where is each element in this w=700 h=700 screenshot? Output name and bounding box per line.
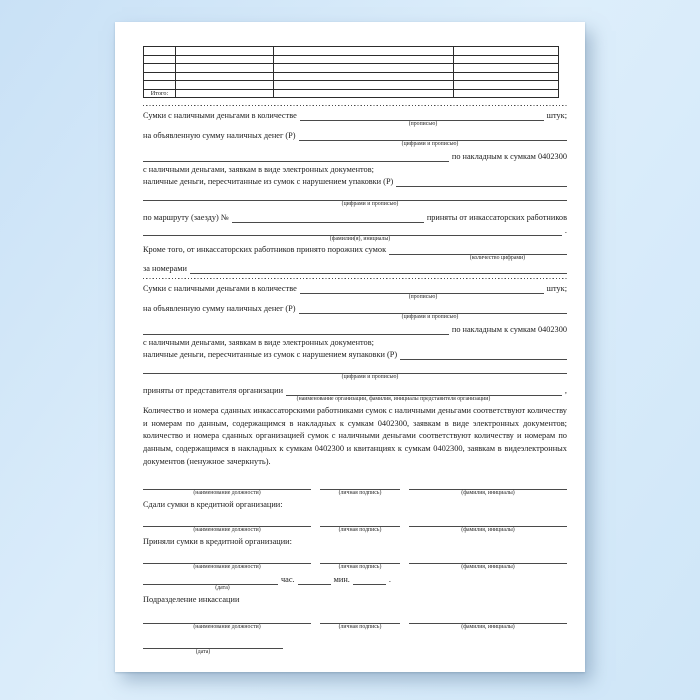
table-cell (454, 64, 559, 73)
spacer (143, 236, 233, 243)
spacer (143, 374, 243, 381)
line-text: наличные деньги, пересчитанные из сумок с нарушением упаковки (Р) (143, 177, 394, 186)
table-cell (176, 64, 274, 73)
signature-labels (143, 489, 567, 497)
table-row (144, 55, 559, 64)
hint-familiya: (фамилия, инициалы) (461, 526, 515, 533)
line-text: мин. (333, 574, 350, 584)
line-sdali (143, 499, 567, 510)
blank-line (143, 192, 567, 201)
line-edocs (143, 164, 567, 175)
table-cell (176, 72, 274, 81)
line-text: Сумки с наличными деньгами в количестве (143, 284, 297, 293)
hint-dolzhnost: (наименование должности) (193, 526, 261, 533)
table-cell (454, 81, 559, 90)
line-text: приняты от инкассаторских работников (426, 213, 567, 222)
hint-kolichestvo-ciframi: (количество цифрами) (469, 255, 526, 261)
blank-line (143, 326, 449, 335)
table-cell (454, 55, 559, 64)
line-text: Подразделение инкассации (143, 594, 240, 604)
dotted-separator (143, 105, 567, 106)
blank-line (232, 214, 424, 223)
hint-row (143, 314, 567, 321)
line-invoices (143, 324, 567, 335)
line-route (143, 212, 567, 223)
blank-line (396, 178, 567, 187)
line-bags-count (143, 110, 567, 121)
table-cell (144, 47, 176, 56)
blank-line (190, 265, 567, 274)
spacer (143, 121, 308, 128)
line-declared-sum (143, 303, 567, 314)
hint-propisyu: (прописью) (408, 294, 438, 300)
spacer (143, 585, 155, 592)
section-signatures (143, 479, 567, 656)
blank-line (400, 351, 567, 360)
table-cell (176, 89, 274, 98)
line-empty-bags (143, 244, 567, 255)
table-cell (274, 55, 454, 64)
line-recount (143, 349, 567, 360)
line-blank-full (143, 190, 567, 201)
signature-labels (143, 563, 567, 571)
line-text: , (564, 386, 567, 395)
section-organization (143, 283, 567, 469)
spacer (143, 314, 293, 321)
hint-propisyu: (прописью) (408, 121, 438, 127)
hint-row (143, 236, 567, 243)
blank-line (143, 576, 278, 585)
line-date (143, 638, 567, 649)
hint-row (143, 396, 567, 403)
table-row (144, 72, 559, 81)
table-total-label: Итого: (144, 89, 176, 98)
line-za-nomerami (143, 263, 567, 274)
table-cell (454, 89, 559, 98)
blank-line (143, 153, 449, 162)
line-text: Сумки с наличными деньгами в количестве (143, 111, 297, 120)
hint-row (143, 294, 567, 301)
hint-row (143, 141, 567, 148)
line-blank-full (143, 225, 567, 236)
line-text: наличные деньги, пересчитанные из сумок с нарушением яупаковки (Р) (143, 350, 398, 359)
hint-ciframi-propisyu: (цифрами и прописью) (401, 314, 459, 320)
hint-ciframi-propisyu: (цифрами и прописью) (401, 141, 459, 147)
hint-familiya: (фамилия, инициалы) (461, 563, 515, 570)
signature-row (143, 479, 567, 489)
table-cell (454, 47, 559, 56)
blank-line (143, 365, 567, 374)
table-cell (274, 72, 454, 81)
blank-line (143, 640, 283, 649)
hint-podpis: (личная подпись) (338, 526, 382, 533)
table-row (144, 47, 559, 56)
line-declared-sum (143, 130, 567, 141)
line-text: штук; (546, 284, 567, 293)
table-row (144, 81, 559, 90)
line-org-representative (143, 385, 567, 396)
line-text: с наличными деньгами, заявкам в виде электронных документов; (143, 165, 374, 174)
line-text: . (564, 226, 567, 235)
line-text: за номерами (143, 264, 187, 273)
line-blank-full (143, 363, 567, 374)
dotted-separator (143, 278, 567, 279)
line-text: по маршруту (заезду) № (143, 213, 229, 222)
line-text: по накладным к сумкам 0402300 (451, 152, 567, 161)
table-cell (144, 81, 176, 90)
hint-familii-initsialy: (фамилии(я), инициалы) (329, 236, 391, 242)
line-time (143, 574, 567, 585)
document-page (115, 22, 585, 672)
table-cell (144, 72, 176, 81)
line-bags-count (143, 283, 567, 294)
blank-line (298, 576, 331, 585)
spacer (143, 396, 247, 403)
summary-table (143, 46, 559, 98)
table-cell (454, 72, 559, 81)
line-text: с наличными деньгами, заявкам в виде электронных документов; (143, 338, 374, 347)
table-row (144, 64, 559, 73)
table-cell (176, 81, 274, 90)
table-cell (176, 55, 274, 64)
line-text: приняты от представителя организации (143, 386, 284, 395)
hint-data: (дата) (195, 648, 211, 655)
line-recount (143, 176, 567, 187)
hint-dolzhnost: (наименование должности) (193, 489, 261, 496)
spacer (143, 201, 243, 208)
line-edocs (143, 337, 567, 348)
blank-line (286, 387, 562, 396)
hint-data: (дата) (215, 584, 230, 591)
line-invoices (143, 151, 567, 162)
line-text: Приняли сумки в кредитной организации: (143, 536, 292, 546)
statement-paragraph: Количество и номера сданных инкассаторскими работниками сумок с наличными деньгами соответствуют количеству и номерам по данным, содержащимся в накладных к сумкам 0402300, заявкам в виде электронных документов; количество и номера сданных организацией сумок с наличными деньгами соответствуют количеству и номерам по данным, содержащимся в накладных к сумкам 0402300 и квитанциях к сумкам 0402300, заявкам в видеэлектронных документов (ненужное зачеркнуть). (143, 406, 567, 466)
hint-row (143, 585, 567, 592)
table-total-row (144, 89, 559, 98)
hint-ciframi-propisyu: (цифрами и прописью) (341, 374, 399, 380)
table-cell (176, 47, 274, 56)
line-text: на объявленную сумму наличных денег (Р) (143, 304, 296, 313)
signature-labels (143, 623, 567, 631)
section-collectors (143, 110, 567, 274)
line-text: штук; (546, 111, 567, 120)
table-cell (274, 81, 454, 90)
hint-row (143, 649, 567, 656)
hint-naimenovanie-org: (наименование организации, фамилия, инициалы представителя организации) (296, 396, 491, 402)
line-podrazdelenie (143, 594, 567, 605)
table-cell (274, 89, 454, 98)
table-cell (144, 55, 176, 64)
hint-familiya: (фамилия, инициалы) (461, 489, 515, 496)
table-cell (144, 64, 176, 73)
signature-labels (143, 526, 567, 534)
hint-podpis: (личная подпись) (338, 563, 382, 570)
blank-line (300, 112, 544, 121)
hint-row (143, 121, 567, 128)
blank-line (353, 576, 386, 585)
line-text: по накладным к сумкам 0402300 (451, 325, 567, 334)
hint-dolzhnost: (наименование должности) (193, 623, 261, 630)
hint-ciframi-propisyu: (цифрами и прописью) (341, 201, 399, 207)
spacer (143, 294, 308, 301)
line-text: Кроме того, от инкассаторских работников принято порожних сумок (143, 245, 387, 254)
spacer (143, 141, 293, 148)
spacer (143, 255, 428, 262)
signature-row (143, 516, 567, 526)
blank-line (299, 132, 567, 141)
signature-row (143, 553, 567, 563)
hint-podpis: (личная подпись) (338, 623, 382, 630)
blank-line (300, 285, 544, 294)
hint-row (143, 255, 567, 262)
blank-line (143, 227, 562, 236)
hint-familiya: (фамилия, инициалы) (461, 623, 515, 630)
table-cell (274, 64, 454, 73)
blank-line (299, 305, 567, 314)
table-cell (274, 47, 454, 56)
hint-row (143, 374, 567, 381)
blank-line (389, 246, 567, 255)
hint-podpis: (личная подпись) (338, 489, 382, 496)
line-text: на объявленную сумму наличных денег (Р) (143, 131, 296, 140)
hint-row (143, 201, 567, 208)
line-text: Сдали сумки в кредитной организации: (143, 499, 283, 509)
hint-dolzhnost: (наименование должности) (193, 563, 261, 570)
line-text: час. (281, 574, 295, 584)
line-text: . (388, 574, 391, 584)
line-prinyali (143, 536, 567, 547)
signature-row (143, 613, 567, 623)
